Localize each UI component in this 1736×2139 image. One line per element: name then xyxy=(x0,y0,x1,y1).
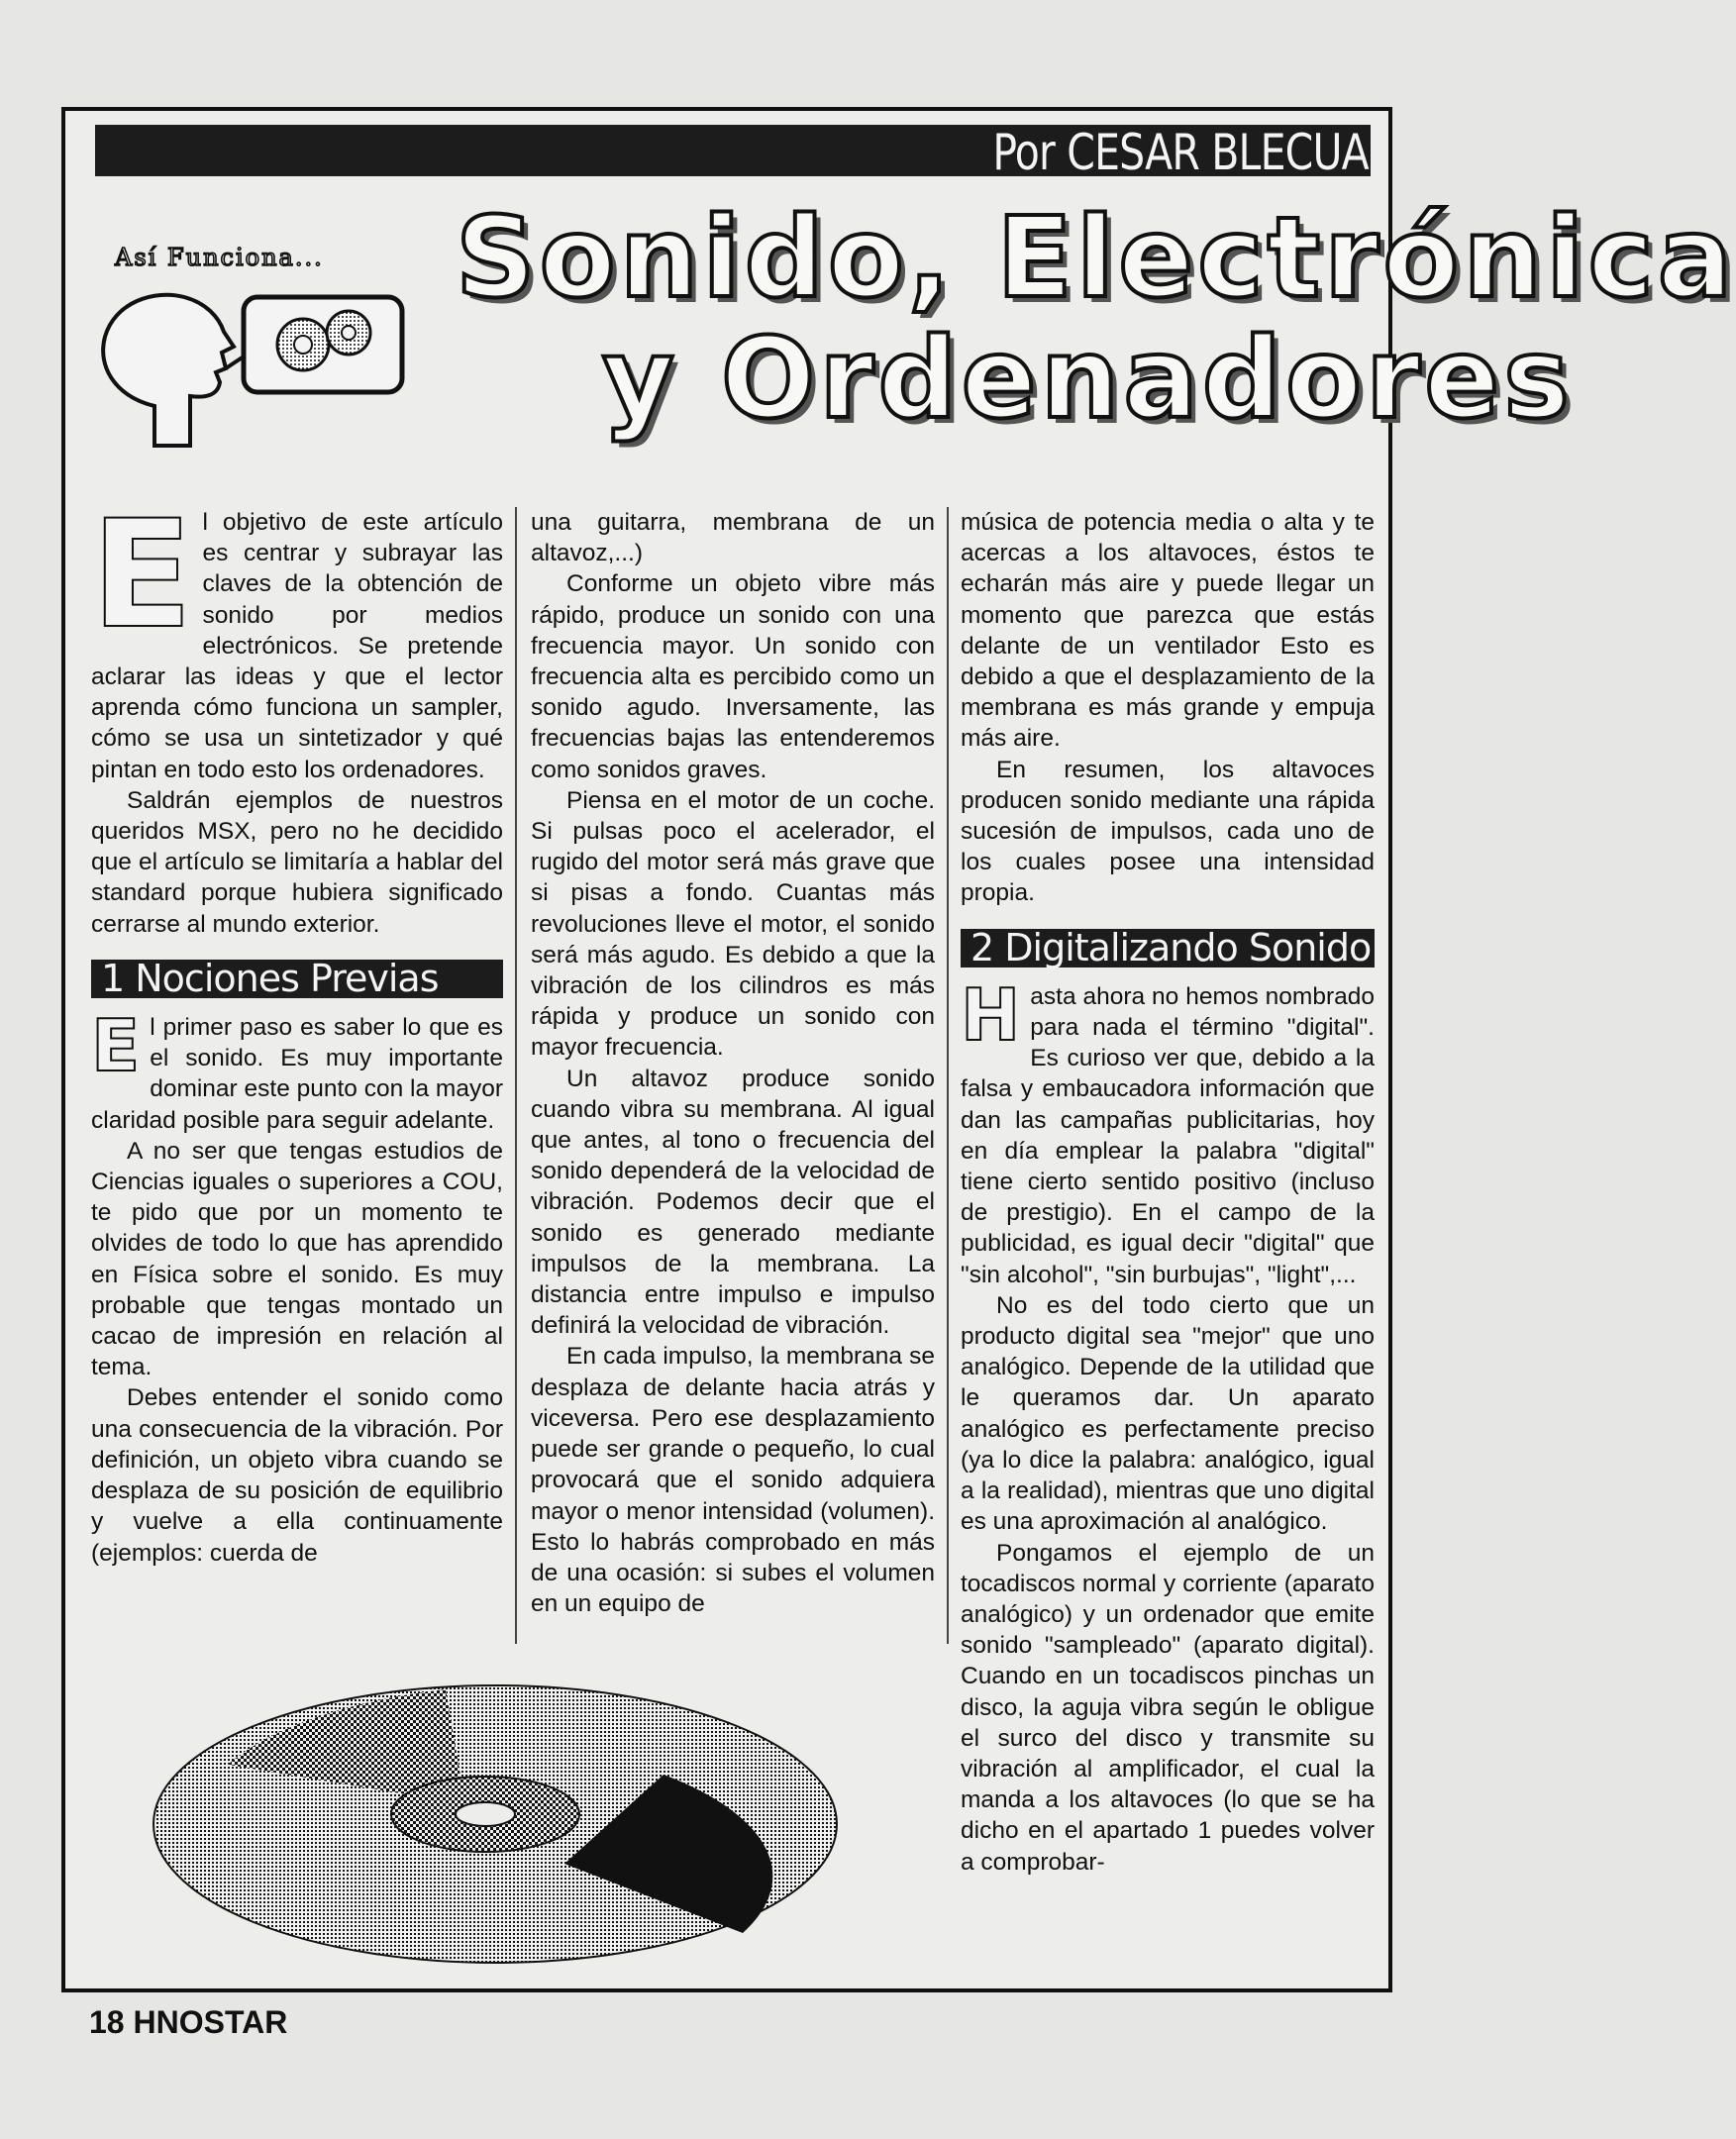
page-footer: 18 HNOSTAR xyxy=(89,2004,288,2040)
paragraph: Piensa en el motor de un coche. Si pulsas poco el acelerador, el rugido del motor será más grave que si pisas a fondo. Cuantas más revoluciones lleve el motor, el sonido será más agudo. Es debido a que la vibración de los cilindros es más rápida y produce un sonido con mayor frecuencia. xyxy=(531,786,935,1062)
paragraph: una guitarra, membrana de un altavoz,...) xyxy=(531,509,935,567)
paragraph xyxy=(91,1004,503,1136)
paragraph: No es del todo cierto que un producto digital sea "mejor" que uno analógico. Depende de la utilidad que le queramos dar. Un aparato analógico es perfectamente preciso (ya lo dice la palabra: analógico, igual a la realidad), mientras que uno digital es una aproximación al analógico. xyxy=(961,1291,1375,1536)
intro-paragraph xyxy=(91,489,503,785)
byline: Por CESAR BLECUA xyxy=(992,124,1369,181)
title-line-1: Sonido, Electrónica xyxy=(456,194,1736,323)
paragraph xyxy=(961,972,1375,1290)
drop-cap: H xyxy=(961,972,1021,1057)
column-divider xyxy=(515,507,517,1644)
column-3 xyxy=(961,507,1375,1878)
column-divider xyxy=(947,507,949,1644)
paragraph: Pongamos el ejemplo de un tocadiscos normal y corriente (aparato analógico) y un ordenador que emite sonido "sampleado" (aparato digital). Cuando en un tocadiscos pinchas un disco, la aguja vibra según le obligue el surco del disco y transmite su vibración al amplificador, el cual la manda a los altavoces (lo que se ha dicho en el apartado 1 puedes volver a comprobar- xyxy=(961,1539,1375,1876)
paragraph: En cada impulso, la membrana se desplaza de delante hacia atrás y viceversa. Pero ese desplazamiento puede ser grande o pequeño, lo cual provocará que el sonido adquiera mayor o menor intensidad (volumen). Esto lo habrás comprobado en más de una ocasión: si subes el volumen en un equipo de xyxy=(531,1343,935,1618)
compact-disc-illustration xyxy=(149,1676,842,1973)
drop-cap: E xyxy=(91,1004,141,1088)
paragraph-text: asta ahora no hemos nombrado para nada el término "digital". Es curioso ver que, debido a la falsa y embaucadora información que dan las campañas publicitarias, hoy en día emplear la palabra "digital" tiene cierto sentido positivo (incluso de prestigio). En el campo de la publicidad, es igual decir "digital" que "sin alcohol", "sin burbujas", "light",... xyxy=(961,982,1375,1288)
drop-cap: E xyxy=(91,489,193,662)
paragraph: Un altavoz produce sonido cuando vibra su membrana. Al igual que antes, al tono o frecuencia del sonido dependerá de la velocidad de vibración. Podemos decir que el sonido es generado mediante impulsos de la membrana. La distancia entre impulso e impulso definirá la velocidad de vibración. xyxy=(531,1065,935,1340)
head-gears-logo xyxy=(95,287,422,456)
section-heading: 2 Digitalizando Sonido xyxy=(961,929,1375,968)
section-heading: 1 Nociones Previas xyxy=(91,960,503,998)
column-2 xyxy=(531,507,935,1619)
head-profile-icon xyxy=(103,295,234,446)
paragraph: En resumen, los altavoces producen sonido mediante una rápida sucesión de impulsos, cada uno de los cuales posee una intensidad propia. xyxy=(961,756,1375,907)
paragraph: Conforme un objeto vibre más rápido, produce un sonido con una frecuencia mayor. Un sonido con frecuencia alta es percibido como un sonido agudo. Inversamente, las frecuencias bajas las entenderemos como sonidos graves. xyxy=(531,570,935,783)
paragraph: Saldrán ejemplos de nuestros queridos MSX, pero no he decidido que el artículo se limitaría a hablar del standard porque hubiera significado cerrarse al mundo exterior. xyxy=(91,786,503,938)
paragraph: A no ser que tengas estudios de Ciencias iguales o superiores a COU, te pido que por un momento te olvides de todo lo que has aprendido en Física sobre el sonido. Es muy probable que tengas montado un cacao de impresión en relación al tema. xyxy=(91,1137,503,1381)
column-1 xyxy=(91,489,503,1569)
paragraph-text: l primer paso es saber lo que es el sonido. Es muy importante dominar este punto con la mayor claridad posible para seguir adelante. xyxy=(91,1014,503,1134)
intro-text: l objetivo de este artículo es centrar y subrayar las claves de la obtención de sonido por medios electrónicos. Se pretende aclarar las ideas y que el lector aprenda cómo funciona un sampler, cómo se usa un sintetizador y qué pintan en todo esto los ordenadores. xyxy=(91,509,503,783)
paragraph: Debes entender el sonido como una consecuencia de la vibración. Por definición, un objeto vibra cuando se desplaza de su posición de equilibrio y vuelve a ella continuamente (ejemplos: cuerda de xyxy=(91,1384,503,1567)
paragraph: música de potencia media o alta y te acercas a los altavoces, éstos te echarán más aire y puede llegar un momento que parezca que estás delante de un ventilador Esto es debido a que el desplazamiento de la membrana es más grande y empuja más aire. xyxy=(961,509,1375,753)
title-line-2: y Ordenadores xyxy=(602,315,1574,444)
series-label: Así Funciona... xyxy=(115,244,324,271)
